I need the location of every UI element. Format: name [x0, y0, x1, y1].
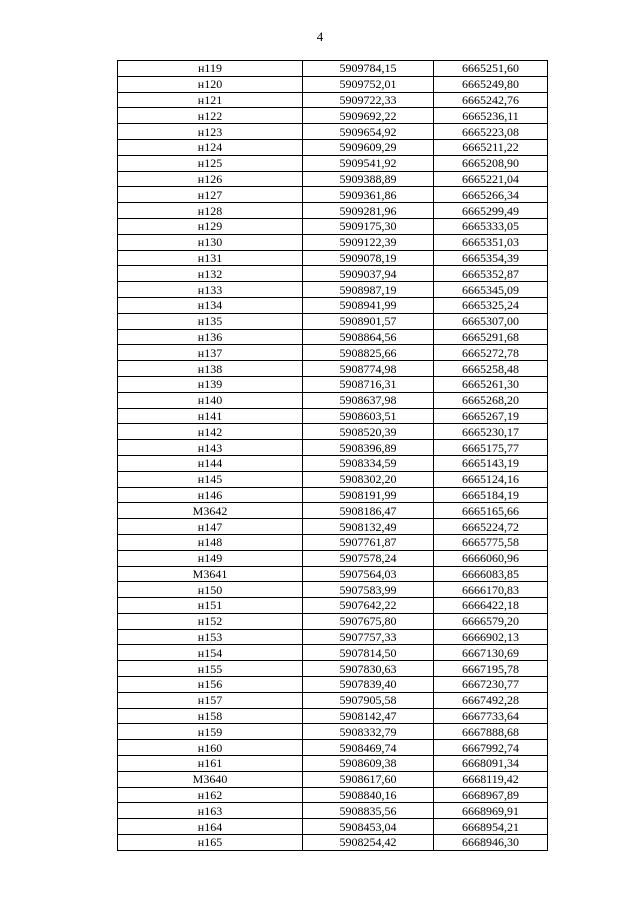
point-name-cell: н139: [118, 376, 303, 392]
y-coordinate-cell: 6665345,09: [434, 282, 548, 298]
x-coordinate-cell: 5909541,92: [303, 155, 434, 171]
point-name-cell: н149: [118, 550, 303, 566]
table-row: [118, 613, 548, 629]
point-name-cell: н126: [118, 171, 303, 187]
table-row: [118, 171, 548, 187]
table-row: [118, 440, 548, 456]
point-name-cell: н123: [118, 124, 303, 140]
x-coordinate-cell: 5907830,63: [303, 661, 434, 677]
point-name-cell: н131: [118, 250, 303, 266]
x-coordinate-cell: 5908132,49: [303, 519, 434, 535]
x-coordinate-cell: 5908334,59: [303, 455, 434, 471]
x-coordinate-cell: 5909388,89: [303, 171, 434, 187]
point-name-cell: н141: [118, 408, 303, 424]
point-name-cell: н144: [118, 455, 303, 471]
point-name-cell: М3641: [118, 566, 303, 582]
y-coordinate-cell: 6665354,39: [434, 250, 548, 266]
point-name-cell: н150: [118, 582, 303, 598]
table-row: [118, 645, 548, 661]
y-coordinate-cell: 6665143,19: [434, 455, 548, 471]
y-coordinate-cell: 6665236,11: [434, 108, 548, 124]
point-name-cell: н130: [118, 234, 303, 250]
y-coordinate-cell: 6666060,96: [434, 550, 548, 566]
x-coordinate-cell: 5909281,96: [303, 203, 434, 219]
point-name-cell: н159: [118, 724, 303, 740]
x-coordinate-cell: 5908617,60: [303, 771, 434, 787]
point-name-cell: н152: [118, 613, 303, 629]
y-coordinate-cell: 6668954,21: [434, 819, 548, 835]
y-coordinate-cell: 6665249,80: [434, 76, 548, 92]
x-coordinate-cell: 5909361,86: [303, 187, 434, 203]
x-coordinate-cell: 5909654,92: [303, 124, 434, 140]
y-coordinate-cell: 6665307,00: [434, 313, 548, 329]
x-coordinate-cell: 5908254,42: [303, 835, 434, 851]
y-coordinate-cell: 6665224,72: [434, 519, 548, 535]
x-coordinate-cell: 5908453,04: [303, 819, 434, 835]
x-coordinate-cell: 5909175,30: [303, 218, 434, 234]
y-coordinate-cell: 6665268,20: [434, 392, 548, 408]
y-coordinate-cell: 6665124,16: [434, 471, 548, 487]
x-coordinate-cell: 5908302,20: [303, 471, 434, 487]
point-name-cell: н157: [118, 692, 303, 708]
point-name-cell: М3642: [118, 503, 303, 519]
table-row: [118, 139, 548, 155]
x-coordinate-cell: 5908396,89: [303, 440, 434, 456]
table-row: [118, 424, 548, 440]
x-coordinate-cell: 5909609,29: [303, 139, 434, 155]
table-row: [118, 740, 548, 756]
x-coordinate-cell: 5908142,47: [303, 708, 434, 724]
y-coordinate-cell: 6665291,68: [434, 329, 548, 345]
coordinates-table: [117, 60, 548, 851]
table-row: [118, 661, 548, 677]
table-row: [118, 76, 548, 92]
y-coordinate-cell: 6665325,24: [434, 297, 548, 313]
x-coordinate-cell: 5907564,03: [303, 566, 434, 582]
y-coordinate-cell: 6665266,34: [434, 187, 548, 203]
y-coordinate-cell: 6665258,48: [434, 361, 548, 377]
x-coordinate-cell: 5907583,99: [303, 582, 434, 598]
y-coordinate-cell: 6665208,90: [434, 155, 548, 171]
table-row: [118, 550, 548, 566]
table-row: [118, 803, 548, 819]
point-name-cell: н124: [118, 139, 303, 155]
point-name-cell: н129: [118, 218, 303, 234]
y-coordinate-cell: 6668091,34: [434, 756, 548, 772]
table-row: [118, 155, 548, 171]
table-row: [118, 724, 548, 740]
y-coordinate-cell: 6665223,08: [434, 124, 548, 140]
table-row: [118, 297, 548, 313]
table-row: [118, 361, 548, 377]
x-coordinate-cell: 5908520,39: [303, 424, 434, 440]
table-row: [118, 250, 548, 266]
x-coordinate-cell: 5909037,94: [303, 266, 434, 282]
y-coordinate-cell: 6665211,22: [434, 139, 548, 155]
table-row: [118, 329, 548, 345]
y-coordinate-cell: 6667992,74: [434, 740, 548, 756]
point-name-cell: н138: [118, 361, 303, 377]
table-row: [118, 582, 548, 598]
x-coordinate-cell: 5909692,22: [303, 108, 434, 124]
table-row: [118, 677, 548, 693]
point-name-cell: н120: [118, 76, 303, 92]
point-name-cell: н158: [118, 708, 303, 724]
x-coordinate-cell: 5908941,99: [303, 297, 434, 313]
point-name-cell: н121: [118, 92, 303, 108]
point-name-cell: н153: [118, 629, 303, 645]
point-name-cell: н160: [118, 740, 303, 756]
x-coordinate-cell: 5909752,01: [303, 76, 434, 92]
point-name-cell: н136: [118, 329, 303, 345]
point-name-cell: н133: [118, 282, 303, 298]
y-coordinate-cell: 6665351,03: [434, 234, 548, 250]
y-coordinate-cell: 6666579,20: [434, 613, 548, 629]
x-coordinate-cell: 5907578,24: [303, 550, 434, 566]
y-coordinate-cell: 6666083,85: [434, 566, 548, 582]
point-name-cell: н140: [118, 392, 303, 408]
y-coordinate-cell: 6668946,30: [434, 835, 548, 851]
x-coordinate-cell: 5908609,38: [303, 756, 434, 772]
point-name-cell: н154: [118, 645, 303, 661]
table-row: [118, 187, 548, 203]
x-coordinate-cell: 5909078,19: [303, 250, 434, 266]
y-coordinate-cell: 6665775,58: [434, 534, 548, 550]
table-row: [118, 787, 548, 803]
point-name-cell: н128: [118, 203, 303, 219]
y-coordinate-cell: 6666422,18: [434, 598, 548, 614]
x-coordinate-cell: 5907839,40: [303, 677, 434, 693]
point-name-cell: н135: [118, 313, 303, 329]
table-row: [118, 771, 548, 787]
y-coordinate-cell: 6665261,30: [434, 376, 548, 392]
table-row: [118, 266, 548, 282]
page-number: 4: [316, 29, 324, 44]
table-row: [118, 819, 548, 835]
y-coordinate-cell: 6667492,28: [434, 692, 548, 708]
table-row: [118, 471, 548, 487]
table-row: [118, 692, 548, 708]
point-name-cell: н132: [118, 266, 303, 282]
y-coordinate-cell: 6665352,87: [434, 266, 548, 282]
x-coordinate-cell: 5908603,51: [303, 408, 434, 424]
table-row: [118, 234, 548, 250]
point-name-cell: н147: [118, 519, 303, 535]
table-row: [118, 598, 548, 614]
x-coordinate-cell: 5908332,79: [303, 724, 434, 740]
y-coordinate-cell: 6668969,91: [434, 803, 548, 819]
y-coordinate-cell: 6665175,77: [434, 440, 548, 456]
coordinates-table-body: [118, 61, 548, 851]
y-coordinate-cell: 6665272,78: [434, 345, 548, 361]
point-name-cell: н125: [118, 155, 303, 171]
table-row: [118, 455, 548, 471]
y-coordinate-cell: 6668967,89: [434, 787, 548, 803]
x-coordinate-cell: 5909122,39: [303, 234, 434, 250]
table-row: [118, 108, 548, 124]
point-name-cell: н122: [118, 108, 303, 124]
point-name-cell: н143: [118, 440, 303, 456]
x-coordinate-cell: 5909722,33: [303, 92, 434, 108]
x-coordinate-cell: 5908774,98: [303, 361, 434, 377]
y-coordinate-cell: 6667888,68: [434, 724, 548, 740]
y-coordinate-cell: 6668119,42: [434, 771, 548, 787]
table-row: [118, 345, 548, 361]
table-row: [118, 218, 548, 234]
point-name-cell: н151: [118, 598, 303, 614]
y-coordinate-cell: 6666170,83: [434, 582, 548, 598]
y-coordinate-cell: 6665333,05: [434, 218, 548, 234]
point-name-cell: н146: [118, 487, 303, 503]
table-row: [118, 503, 548, 519]
table-row: [118, 313, 548, 329]
x-coordinate-cell: 5909784,15: [303, 61, 434, 77]
x-coordinate-cell: 5908840,16: [303, 787, 434, 803]
table-row: [118, 392, 548, 408]
point-name-cell: М3640: [118, 771, 303, 787]
x-coordinate-cell: 5908864,56: [303, 329, 434, 345]
point-name-cell: н163: [118, 803, 303, 819]
point-name-cell: н165: [118, 835, 303, 851]
point-name-cell: н127: [118, 187, 303, 203]
point-name-cell: н145: [118, 471, 303, 487]
table-row: [118, 519, 548, 535]
y-coordinate-cell: 6665251,60: [434, 61, 548, 77]
y-coordinate-cell: 6665221,04: [434, 171, 548, 187]
table-row: [118, 487, 548, 503]
point-name-cell: н161: [118, 756, 303, 772]
point-name-cell: н164: [118, 819, 303, 835]
table-row: [118, 708, 548, 724]
table-row: [118, 756, 548, 772]
x-coordinate-cell: 5908469,74: [303, 740, 434, 756]
point-name-cell: н148: [118, 534, 303, 550]
x-coordinate-cell: 5908825,66: [303, 345, 434, 361]
y-coordinate-cell: 6667130,69: [434, 645, 548, 661]
x-coordinate-cell: 5908835,56: [303, 803, 434, 819]
point-name-cell: н162: [118, 787, 303, 803]
x-coordinate-cell: 5907905,58: [303, 692, 434, 708]
table-row: [118, 566, 548, 582]
point-name-cell: н134: [118, 297, 303, 313]
x-coordinate-cell: 5908716,31: [303, 376, 434, 392]
x-coordinate-cell: 5907761,87: [303, 534, 434, 550]
y-coordinate-cell: 6667195,78: [434, 661, 548, 677]
y-coordinate-cell: 6667230,77: [434, 677, 548, 693]
y-coordinate-cell: 6665242,76: [434, 92, 548, 108]
x-coordinate-cell: 5908186,47: [303, 503, 434, 519]
y-coordinate-cell: 6667733,64: [434, 708, 548, 724]
point-name-cell: н155: [118, 661, 303, 677]
point-name-cell: н119: [118, 61, 303, 77]
x-coordinate-cell: 5907814,50: [303, 645, 434, 661]
x-coordinate-cell: 5907642,22: [303, 598, 434, 614]
x-coordinate-cell: 5907757,33: [303, 629, 434, 645]
y-coordinate-cell: 6665230,17: [434, 424, 548, 440]
y-coordinate-cell: 6665267,19: [434, 408, 548, 424]
point-name-cell: н142: [118, 424, 303, 440]
point-name-cell: н137: [118, 345, 303, 361]
x-coordinate-cell: 5908191,99: [303, 487, 434, 503]
table-row: [118, 282, 548, 298]
table-row: [118, 92, 548, 108]
point-name-cell: н156: [118, 677, 303, 693]
table-row: [118, 124, 548, 140]
y-coordinate-cell: 6666902,13: [434, 629, 548, 645]
y-coordinate-cell: 6665165,66: [434, 503, 548, 519]
table-row: [118, 534, 548, 550]
table-row: [118, 376, 548, 392]
y-coordinate-cell: 6665299,49: [434, 203, 548, 219]
x-coordinate-cell: 5908637,98: [303, 392, 434, 408]
x-coordinate-cell: 5907675,80: [303, 613, 434, 629]
y-coordinate-cell: 6665184,19: [434, 487, 548, 503]
table-row: [118, 203, 548, 219]
x-coordinate-cell: 5908901,57: [303, 313, 434, 329]
table-row: [118, 61, 548, 77]
table-row: [118, 408, 548, 424]
table-row: [118, 835, 548, 851]
x-coordinate-cell: 5908987,19: [303, 282, 434, 298]
table-row: [118, 629, 548, 645]
